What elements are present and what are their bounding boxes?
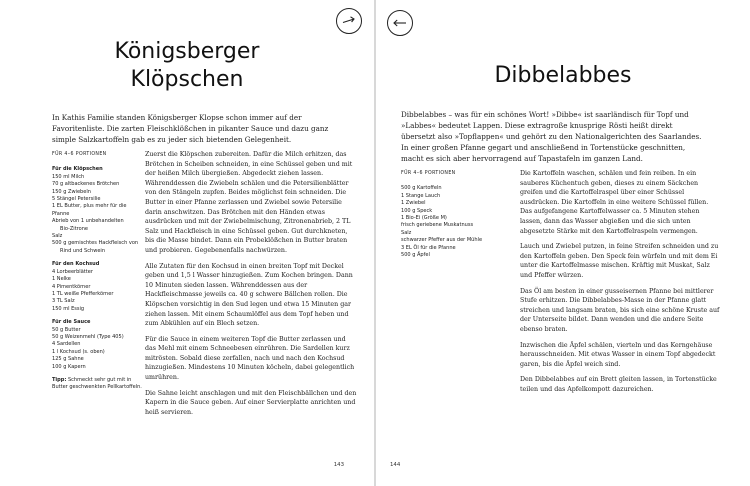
ingredient-item: 1 Nelke xyxy=(52,276,71,283)
step-paragraph: Die Kartoffeln waschen, schälen und fein reiben. In ein sauberes Küchentuch geben, dieses zu einem Säckchen greifen und die Kartoffelraspel über einer Schüssel ausdrücken. Die Kartoffeln in eine weitere Schüssel füllen. Das aufgefangene Kartoffelwasser ca. 5 Minuten stehen lassen, dann das Wasser abgießen und die sich unten abgesetzte Stärke mit den Kartoffelraspeln vermengen. xyxy=(520,170,709,235)
left-page xyxy=(0,0,374,486)
ingredient-item: 3 TL Salz xyxy=(52,298,75,305)
recipe-steps xyxy=(520,169,720,400)
ingredient-section-heading: Für die Sauce xyxy=(52,319,91,326)
step-paragraph: Lauch und Zwiebel putzen, in feine Streifen schneiden und zu den Kartoffeln geben. Den Speck fein würfeln und mit dem Ei unter die Kartoffelmasse mischen. Kräftig mit Muskat, Salz und Pfeffer würzen. xyxy=(520,243,719,279)
page-number: 144 xyxy=(390,462,401,468)
title-line-1: Königsberger xyxy=(114,39,260,64)
ingredient-item: schwarzer Pfeffer aus der Mühle xyxy=(401,237,483,244)
arrow-left-icon xyxy=(391,14,409,32)
tip-text: Schmeckt sehr gut mit in Butter geschwenkten Pellkartoffeln. xyxy=(52,376,142,391)
ingredient-item: 4 Lorbeerblätter xyxy=(52,268,93,275)
ingredient-item: Rind und Schwein xyxy=(60,247,106,254)
ingredient-item: 1 Stange Lauch xyxy=(401,192,441,199)
ingredient-item: 5 Stängel Petersilie xyxy=(52,196,101,203)
step-paragraph: Die Sahne leicht anschlagen und mit den Fleischbällchen und den Kapern in die Sauce geben. Auf einer Servierplatte anrichten und heiß servieren. xyxy=(145,389,357,416)
recipe-intro: Dibbelabbes – was für ein schönes Wort! »Dibbe« ist saarländisch für Topf und »Labbes« bedeutet Lappen. Diese extragroße knusprige Rösti heißt direkt übersetzt also »Topflappen« und gehört zu den Nationalgerichten des Saarlandes. In einer großen Pfanne gegart und anschließend in Tortenstücke geschnitten, macht es sich aber hervorragend auf Tapastafeln im ganzen Land. xyxy=(401,110,702,163)
step-paragraph: Zuerst die Klöpschen zubereiten. Dafür die Milch erhitzen, das Brötchen in Scheiben schneiden, in eine Schüssel geben und mit der heißen Milch übergießen. Abgedeckt ziehen lassen. Währenddessen die Zwiebeln schälen und die Petersilienblätter von den Stängeln zupfen. Beides möglichst fein schneiden. Die Butter in einer Pfanne zerlassen und Zwiebel sowie Petersilie darin anschwitzen. Das Brötchen mit den Händen etwas ausdrücken und mit der Zwiebelmischung, Zitronenabrieb, 2 TL Salz und Hackfleisch in eine Schüssel geben. Gut durchkneten, bis die Masse bindet. Dann ein Probeklößchen in Butter braten und probieren. Gegebenenfalls nachwürzen. xyxy=(145,151,353,254)
ingredient-item: Abrieb von 1 unbehandelten xyxy=(52,218,124,225)
prev-page-button[interactable] xyxy=(387,10,413,36)
ingredient-item: 1 TL weiße Pfefferkörner xyxy=(52,290,114,297)
recipe-steps xyxy=(145,150,357,423)
tip-label: Tipp: xyxy=(52,376,67,383)
arrow-right-icon xyxy=(340,12,358,30)
ingredient-item: Salz xyxy=(401,229,412,236)
ingredient-item: 1 EL Butter, plus mehr für die Pfanne xyxy=(52,203,127,217)
recipe-intro: In Kathis Familie standen Königsberger Klopse schon immer auf der Favoritenliste. Die zarten Fleischklößchen in pikanter Sauce und dazu ganz simple Salzkartoffeln gab es zu jeder sich bietenden Gelegenheit. xyxy=(52,113,329,144)
recipe-title xyxy=(60,38,314,94)
recipe-tip xyxy=(52,377,142,392)
ingredients-list xyxy=(52,151,142,392)
step-paragraph: Inzwischen die Äpfel schälen, vierteln und das Kerngehäuse herausschneiden. Mit etwas Wasser in einem Topf abgedeckt garen, bis die Äpfel weich sind. xyxy=(520,341,716,368)
ingredient-item: 150 ml Essig xyxy=(52,305,85,312)
portions-label: FÜR 4–6 PORTIONEN xyxy=(52,151,107,157)
ingredient-section-heading: Für die Klöpschen xyxy=(52,166,103,173)
next-page-button[interactable] xyxy=(336,8,362,34)
ingredient-section-heading: Für den Kochsud xyxy=(52,261,100,268)
recipe-title: Dibbelabbes xyxy=(494,63,632,88)
ingredient-item: 1 Bio-Ei (Größe M) xyxy=(401,215,447,222)
ingredient-item: 500 g Äpfel xyxy=(401,252,430,259)
step-paragraph: Den Dibbelabbes auf ein Brett gleiten lassen, in Tortenstücke teilen und das Apfelkompott dazureichen. xyxy=(520,376,717,393)
ingredient-item: 1 Zwiebel xyxy=(401,200,426,207)
page-number: 143 xyxy=(333,462,344,468)
ingredient-item: 4 Pimentkörner xyxy=(52,283,91,290)
ingredient-item: 50 g Weizenmehl (Type 405) xyxy=(52,333,124,340)
step-paragraph: Das Öl am besten in einer gusseisernen Pfanne bei mittlerer Stufe erhitzen. Die Dibbelabbes-Masse in der Pfanne glatt streichen und langsam braten, bis sich eine schöne Kruste auf der Unterseite bildet. Dann wenden und die andere Seite ebenso braten. xyxy=(520,287,720,333)
ingredient-item: 125 g Sahne xyxy=(52,356,84,363)
ingredient-item: 50 g Butter xyxy=(52,326,81,333)
ingredient-item: Bio-Zitrone xyxy=(60,225,88,232)
portions-label: FÜR 4–6 PORTIONEN xyxy=(401,170,456,176)
step-paragraph: Für die Sauce in einem weiteren Topf die Butter zerlassen und das Mehl mit einem Schneebesen einrühren. Die Sardellen kurz mitrösten. Sobald diese zerfallen, nach und nach den Kochsud hinzugießen. Mindestens 10 Minuten köcheln, dabei gelegentlich umrühren. xyxy=(145,335,355,382)
ingredient-item: 4 Sardellen xyxy=(52,341,81,348)
right-page xyxy=(376,0,750,486)
ingredient-item: 70 g altbackenes Brötchen xyxy=(52,181,120,188)
ingredient-item: 500 g Kartoffeln xyxy=(401,185,442,192)
ingredient-item: 150 g Zwiebeln xyxy=(52,188,91,195)
ingredient-item: 100 g Speck xyxy=(401,207,433,214)
step-paragraph: Alle Zutaten für den Kochsud in einen breiten Topf mit Deckel geben und 1,5 l Wasser hinzugießen. Zum Kochen bringen. Dann 10 Minuten sieden lassen. Währenddessen aus der Hackfleischmasse jeweils ca. 40 g schwere Bällchen rollen. Die Klöpschen vorsichtig in den Sud legen und etwa 15 Minuten gar ziehen lassen. Mit einem Schaumlöffel aus dem Topf heben und zum Abkühlen auf ein Blech setzen. xyxy=(145,262,353,328)
title-line-2: Klöpschen xyxy=(130,67,244,92)
ingredient-item: 500 g gemischtes Hackfleisch von xyxy=(52,240,139,247)
ingredient-item: 1 l Kochsud (s. oben) xyxy=(52,348,105,355)
ingredient-item: frisch geriebene Muskatnuss xyxy=(401,222,474,229)
ingredient-item: 150 ml Milch xyxy=(52,173,85,180)
ingredient-item: 100 g Kapern xyxy=(52,363,86,370)
ingredient-item: 3 EL Öl für die Pfanne xyxy=(401,244,456,251)
ingredient-item: Salz xyxy=(52,233,63,240)
ingredients-list xyxy=(401,170,513,259)
